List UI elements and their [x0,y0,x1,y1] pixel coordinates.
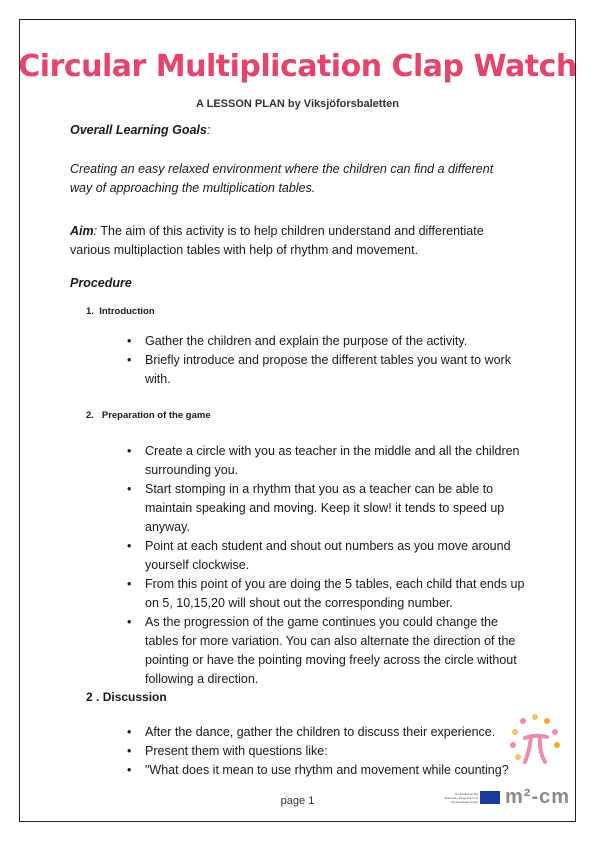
list-item: • Briefly introduce and propose the different tables you want to work with. [145,351,525,389]
section-title: Preparation of the game [101,410,211,421]
section-number: 2. [86,410,94,421]
page-number: page 1 [280,795,315,807]
aim-colon: : [93,224,98,238]
goals-text-line2: way of approaching the multiplication tables. [70,181,316,195]
aim-line2: various multiplaction tables with help of rhythm and movement. [70,243,419,257]
list-item: • As the progression of the game continues you could change the tables for more variation. You can also alternate the direction of the pointing or have the pointing moving freely across the circle without following a direction. [145,613,525,689]
section-title: Introduction [99,306,155,317]
aim-text1: The aim of this activity is to help children understand and differentiate [97,224,484,238]
document-subtitle: A LESSON PLAN by Viksjöforsbaletten [196,98,399,110]
aim-line1 [70,222,484,241]
list-item: • Gather the children and explain the purpose of the activity. [145,332,525,351]
list-item: • "What does it mean to use rhythm and movement while counting? [145,761,515,780]
goals-text-line1: Creating an easy relaxed environment where the children can find a different [70,162,494,176]
m2cm-pi-logo-icon [505,712,565,772]
section-number: 1. [86,306,94,317]
goals-heading-line [70,121,210,140]
section-title: Discussion [102,690,167,704]
section-number: 2 . [86,690,100,704]
list-item: • Point at each student and shout out numbers as you move around yourself clockwise. [145,537,525,575]
list-item: • After the dance, gather the children to discuss their experience. [145,723,515,742]
aim-label: Aim [70,224,94,238]
goals-heading-colon: : [206,123,211,137]
goals-heading: Overall Learning Goals [70,123,207,137]
eu-flag-icon [480,791,500,804]
section-preparation-heading [86,410,211,421]
list-item: • Create a circle with you as teacher in the middle and all the children surrounding you. [145,442,525,480]
eu-cofunded-badge [442,791,500,805]
section-introduction-heading [86,306,155,317]
document-title: Circular Multiplication Clap Watch [18,49,577,84]
list-item: • Start stomping in a rhythm that you as a teacher can be able to maintain speaking and moving. Keep it slow! it tends to speed up anyway. [145,480,525,537]
m2cm-logo-text: m²-cm [505,786,571,808]
procedure-heading: Procedure [70,276,132,290]
discussion-list [145,723,515,780]
list-item: • Present them with questions like: [145,742,515,761]
preparation-list [145,442,525,689]
eu-text: Co-funded by the Erasmus+ Programme of the European Union [444,792,478,804]
section-discussion-heading [86,690,167,704]
introduction-list [145,332,525,389]
list-item: • From this point of you are doing the 5 tables, each child that ends up on 5, 10,15,20 will shout out the corresponding number. [145,575,525,613]
